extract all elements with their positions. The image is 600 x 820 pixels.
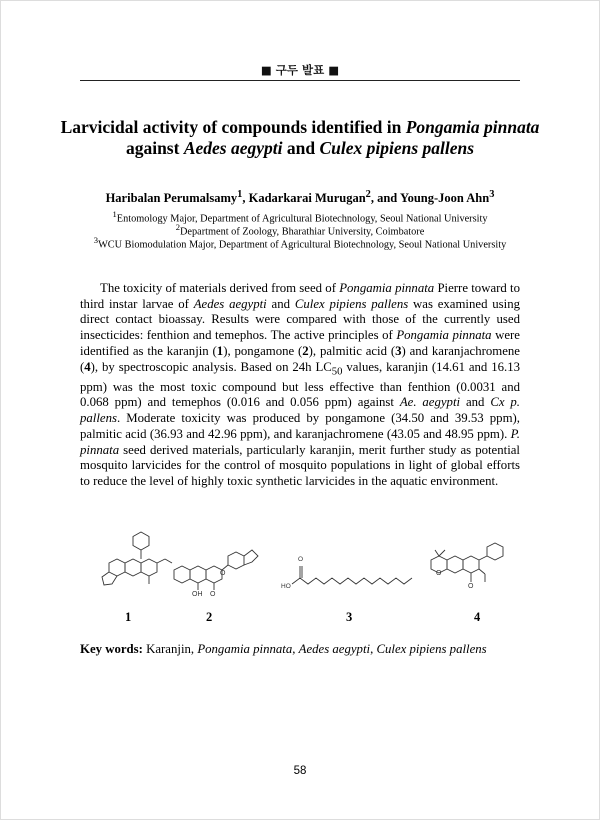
page-number: 58	[293, 765, 307, 777]
compound-number: 1	[216, 343, 224, 358]
abstract-paragraph	[80, 281, 520, 490]
compound-number: 3	[395, 343, 402, 358]
author-affiliation-mark: 3	[489, 189, 495, 200]
author-affiliation-mark: 2	[365, 189, 371, 200]
title-part-2: against	[125, 138, 184, 158]
title-italic-3: Culex pipiens pallens	[319, 138, 475, 158]
author-list	[60, 189, 540, 206]
header-rule	[80, 80, 520, 81]
structure-3-palmitic-acid	[282, 558, 417, 600]
atom-label: HO	[281, 583, 291, 590]
affiliation-3	[40, 235, 560, 250]
author-name: Kadarkarai Murugan	[248, 191, 366, 206]
lc50-subscript: 50	[331, 366, 343, 378]
atom-label: OH	[192, 591, 203, 598]
section-header: ■ 구두 발표 ■	[260, 63, 340, 77]
title-part-3: and	[282, 138, 320, 158]
keyword: Culex pipiens pallens	[376, 642, 487, 656]
structure-4-karanjachromene	[425, 530, 525, 612]
compound-number: 2	[302, 343, 309, 358]
species-name: Ae. aegypti	[399, 395, 461, 410]
structure-1-karanjin	[88, 528, 178, 610]
abstract-text: ), pongamone (	[223, 343, 303, 358]
abstract	[80, 281, 520, 490]
affiliation-mark: 2	[175, 222, 180, 232]
affiliation-mark: 1	[112, 209, 117, 219]
structure-number: 4	[474, 610, 481, 624]
abstract-text: was examined using direct contact bioassay. Results were compared with those of the currently used insecticides: fenthion and temephos. The active principles of	[80, 296, 520, 343]
keywords-label: Key words:	[80, 642, 143, 656]
affiliation-text: Entomology Major, Department of Agricultural Biotechnology, Seoul National University	[116, 213, 488, 225]
author-affiliation-mark: 1	[237, 189, 243, 200]
abstract-text: Pierre toward to third instar larvae of	[80, 281, 520, 311]
structure-number: 3	[346, 610, 353, 624]
title-italic-1: Pongamia pinnata	[405, 117, 540, 137]
abstract-text: . Moderate toxicity was produced by pongamone (34.50 and 39.53 ppm), palmitic acid (36.93 and 42.96 ppm), and karanjachromene (43.05 and 48.95 ppm).	[80, 411, 520, 441]
species-name: Cx p. pallens	[80, 395, 521, 426]
structure-2-pongamone	[168, 532, 280, 610]
paper-title	[60, 117, 540, 159]
species-name: P. pinnata	[80, 426, 520, 457]
structure-number: 2	[206, 610, 213, 624]
abstract-text: were identified as the karanjin (	[80, 328, 520, 358]
author-separator: ,	[242, 191, 249, 206]
affiliation-mark: 3	[93, 235, 99, 245]
species-name: Aedes aegypti	[193, 296, 267, 311]
atom-label: O	[298, 556, 304, 563]
atom-label: O	[210, 591, 216, 598]
abstract-text: and	[266, 296, 295, 311]
keyword: Aedes aegypti	[298, 642, 371, 656]
atom-label: O	[220, 570, 226, 577]
affiliation-text: Department of Zoology, Bharathiar University, Coimbatore	[180, 226, 425, 238]
species-name: Pongamia pinnata	[339, 281, 435, 295]
author-separator: , and	[370, 191, 400, 206]
abstract-text: and	[460, 395, 491, 410]
species-name: Culex pipiens pallens	[294, 296, 409, 311]
author-name: Haribalan Perumalsamy	[105, 191, 238, 206]
title-italic-2: Aedes aegypti	[183, 138, 283, 158]
keyword: Pongamia pinnata	[197, 642, 293, 656]
keywords: Key words: Karanjin, Pongamia pinnata, Aedes aegypti, Culex pipiens pallens	[80, 642, 487, 656]
title-part-1: Larvicidal activity of compounds identified in	[60, 117, 406, 137]
affiliation-text: WCU Biomodulation Major, Department of Agricultural Biotechnology, Seoul National University	[98, 239, 507, 251]
keyword: Karanjin	[146, 642, 191, 656]
atom-label: O	[468, 583, 474, 590]
compound-number: 4	[84, 359, 91, 374]
abstract-text: ), by spectroscopic analysis. Based on 24h LC	[90, 359, 332, 374]
abstract-text: seed derived materials, particularly karanjin, merit further study as potential mosquito larvicides for the control of mosquito populations in light of global efforts to reduce the level of highly toxic synthetic larvicides in the aquatic environment.	[80, 442, 520, 488]
abstract-text: ), palmitic acid (	[308, 343, 396, 358]
author-name: Young-Joon Ahn	[399, 191, 490, 206]
atom-label: O	[436, 570, 442, 577]
structure-number: 1	[125, 610, 132, 624]
abstract-text: The toxicity of materials derived from seed of	[100, 281, 340, 295]
abstract-text: ) and karanjachromene (	[80, 343, 520, 374]
abstract-text: values, karanjin (14.61 and 16.13 ppm) was the most toxic compound but less effective than fenthion (0.0031 and 0.068 ppm) and temephos (0.016 and 0.056 ppm) against	[80, 359, 521, 410]
species-name: Pongamia pinnata	[396, 328, 492, 343]
